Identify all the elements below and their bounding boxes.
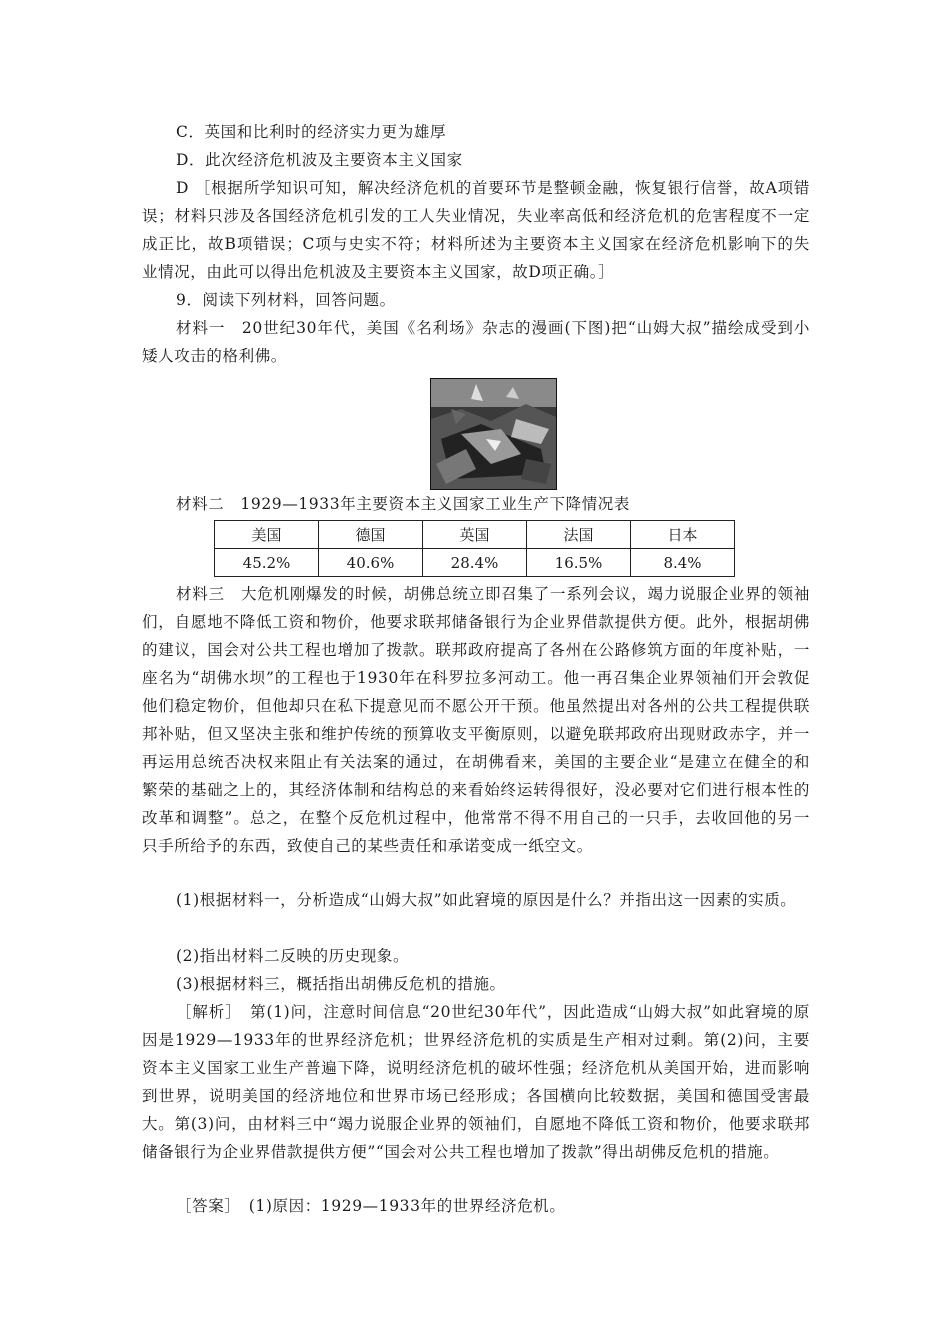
answer-text: ［答案］ (1)原因：1929—1933年的世界经济危机。 bbox=[176, 1197, 566, 1215]
question-1: (1)根据材料一，分析造成“山姆大叔”如此窘境的原因是什么？并指出这一因素的实质。 bbox=[176, 891, 797, 909]
question-3: (3)根据材料三，概括指出胡佛反危机的措施。 bbox=[176, 975, 506, 993]
table-row bbox=[215, 549, 735, 577]
table-cell: 16.5% bbox=[527, 549, 631, 577]
question-9-title: 9．阅读下列材料，回答问题。 bbox=[176, 291, 396, 309]
table-cell: 8.4% bbox=[631, 549, 735, 577]
answer-explanation-8: D ［根据所学知识可知，解决经济危机的首要环节是整顿金融，恢复银行信誉，故A项错误；材料只涉及各国经济危机引发的工人失业情况，失业率高低和经济危机的危害程度不一定成正比，故B项错误；C项与史实不符；材料所述为主要资本主义国家在经济危机影响下的失业情况，由此可以得出危机波及主要资本主义国家，故D项正确。］ bbox=[142, 179, 810, 281]
table-header-cell: 美国 bbox=[215, 521, 319, 549]
table-header-cell: 德国 bbox=[319, 521, 423, 549]
table-header-cell: 英国 bbox=[423, 521, 527, 549]
option-c: C．英国和比利时的经济实力更为雄厚 bbox=[176, 123, 447, 141]
table-header-cell: 日本 bbox=[631, 521, 735, 549]
analysis-text: ［解析］ 第(1)问，注意时间信息“20世纪30年代”，因此造成“山姆大叔”如此窘境的原因是1929—1933年的世界经济危机；世界经济危机的实质是生产相对过剩。第(2)问，主要资本主义国家工业生产普遍下降，说明经济危机的破坏性强；经济危机从美国开始，进而影响到世界，说明美国的经济地位和世界市场已经形成；各国横向比较数据，美国和德国受害最大。第(3)问，由材料三中“竭力说服企业界的领袖们，自愿地不降低工资和物价，他要求联邦储备银行为企业界借款提供方便”“国会对公共工程也增加了拨款”得出胡佛反危机的措施。 bbox=[142, 1003, 810, 1161]
industrial-decline-table bbox=[214, 520, 735, 577]
material-1: 材料一 20世纪30年代，美国《名利场》杂志的漫画(下图)把“山姆大叔”描绘成受到小矮人攻击的格利佛。 bbox=[142, 319, 810, 365]
table-cell: 28.4% bbox=[423, 549, 527, 577]
option-d: D．此次经济危机波及主要资本主义国家 bbox=[176, 151, 463, 169]
question-2: (2)指出材料二反映的历史现象。 bbox=[176, 947, 410, 965]
table-cell: 45.2% bbox=[215, 549, 319, 577]
vanity-fair-cartoon-image bbox=[430, 378, 557, 490]
table-header-row bbox=[215, 521, 735, 549]
table-cell: 40.6% bbox=[319, 549, 423, 577]
table-header-cell: 法国 bbox=[527, 521, 631, 549]
material-3: 材料三 大危机刚爆发的时候，胡佛总统立即召集了一系列会议，竭力说服企业界的领袖们，自愿地不降低工资和物价，他要求联邦储备银行为企业界借款提供方便。此外，根据胡佛的建议，国会对公共工程也增加了拨款。联邦政府提高了各州在公路修筑方面的年度补贴，一座名为“胡佛水坝”的工程也于1930年在科罗拉多河动工。他一再召集企业界领袖们开会敦促他们稳定物价，但他却只在私下提意见而不愿公开干预。他虽然提出对各州的公共工程提供联邦补贴，但又坚决主张和维护传统的预算收支平衡原则，以避免联邦政府出现财政赤字，并一再运用总统否决权来阻止有关法案的通过，在胡佛看来，美国的主要企业“是建立在健全的和繁荣的基础之上的，其经济体制和结构总的来看始终运转得很好，没必要对它们进行根本性的改革和调整”。总之，在整个反危机过程中，他常常不得不用自己的一只手，去收回他的另一只手所给予的东西，致使自己的某些责任和承诺变成一纸空文。 bbox=[142, 585, 810, 855]
material-2-title: 材料二 1929—1933年主要资本主义国家工业生产下降情况表 bbox=[176, 495, 630, 513]
